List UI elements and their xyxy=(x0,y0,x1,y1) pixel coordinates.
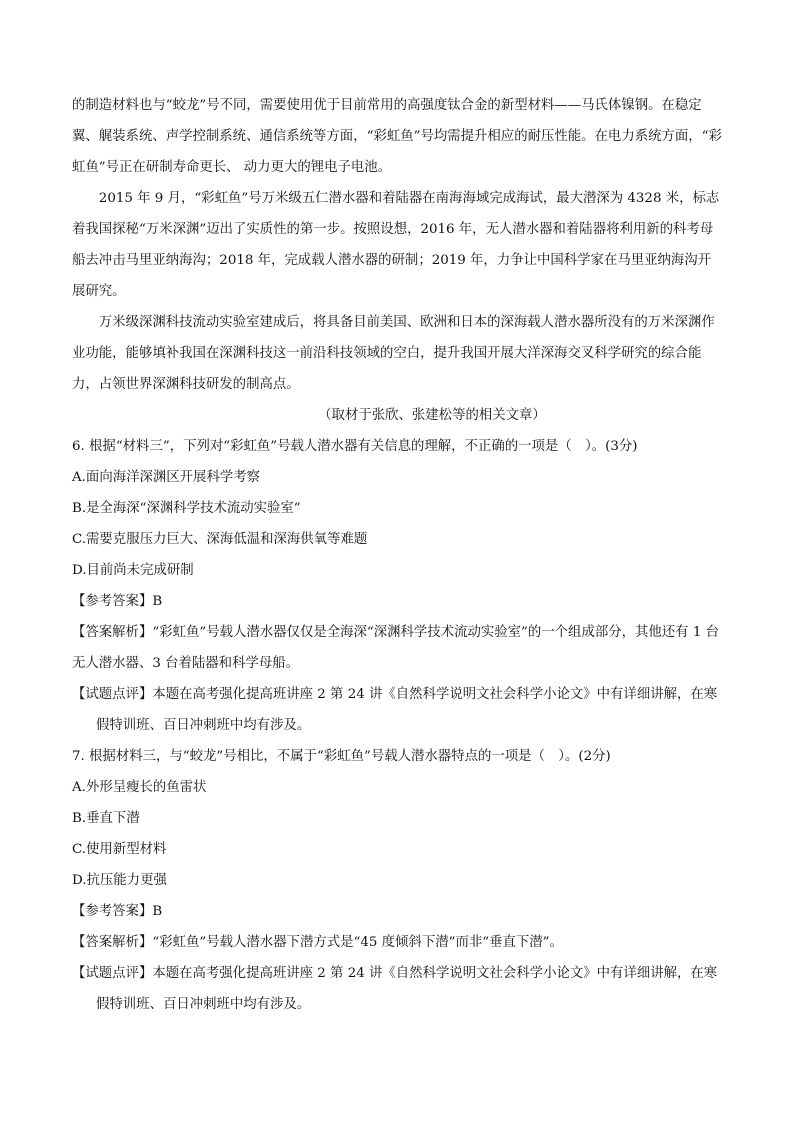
option-c: C.需要克服压力巨大、深海低温和深海供氧等难题 xyxy=(72,532,368,547)
option-c: C.使用新型材料 xyxy=(72,842,167,857)
question-6 xyxy=(72,431,722,741)
article-source: （取材于张欣、张建松等的相关文章） xyxy=(318,408,546,423)
answer-analysis: 【答案解析】“彩虹鱼”号载人潜水器下潜方式是“45 度倾斜下潜”而非“垂直下潜”。 xyxy=(72,935,563,950)
question-stem: 6. 根据“材料三”，下列对“彩虹鱼”号载人潜水器有关信息的理解，不正确的一项是（ ）。(3分) xyxy=(72,439,638,454)
question-stem: 7. 根据材料三，与“蛟龙”号相比，不属于“彩虹鱼”号载人潜水器特点的一项是（ ）。(2分) xyxy=(72,749,611,764)
question-comment: 【试题点评】本题在高考强化提高班讲座 2 第 24 讲《自然科学说明文社会科学小论文》中有详细讲解，在寒假特训班、百日冲刺班中均有涉及。 xyxy=(72,687,718,733)
question-7 xyxy=(72,741,722,1020)
option-a: A.外形呈瘦长的鱼雷状 xyxy=(72,780,207,795)
option-b: B.垂直下潜 xyxy=(72,811,140,826)
option-d: D.抗压能力更强 xyxy=(72,873,167,888)
option-a: A.面向海洋深渊区开展科学考察 xyxy=(72,470,261,485)
reference-answer: 【参考答案】B xyxy=(72,594,163,609)
article-paragraph-1: 的制造材料也与“蛟龙”号不同，需要使用优于目前常用的高强度钛合金的新型材料——马氏体镍钢。在稳定翼、艉装系统、声学控制系统、通信系统等方面，“彩虹鱼”号均需提升相应的耐压性能。在电力系统方面，“彩虹鱼”号正在研制寿命更长、 动力更大的锂电子电池。 xyxy=(72,98,722,175)
article-paragraph-3: 万米级深渊科技流动实验室建成后，将具备目前美国、欧洲和日本的深海载人潜水器所没有的万米深渊作业功能，能够填补我国在深渊科技这一前沿科技领域的空白，提升我国开展大洋深海交叉科学研究的综合能力，占领世界深渊科技研发的制高点。 xyxy=(72,315,715,392)
option-d: D.目前尚未完成研制 xyxy=(72,563,194,578)
question-comment: 【试题点评】本题在高考强化提高班讲座 2 第 24 讲《自然科学说明文社会科学小论文》中有详细讲解，在寒假特训班、百日冲刺班中均有涉及。 xyxy=(72,966,718,1012)
document-page xyxy=(72,90,722,1020)
reference-answer: 【参考答案】B xyxy=(72,904,163,919)
article-paragraph-2: 2015 年 9 月，“彩虹鱼”号万米级五仁潜水器和着陆器在南海海域完成海试，最大潜深为 4328 米，标志着我国探秘“万米深渊”迈出了实质性的第一步。按照设想，2016 年，无人潜水器和着陆器将利用新的科考母船去冲击马里亚纳海沟；2018 年，完成载人潜水器的研制；2019 年，力争让中国科学家在马里亚纳海沟开展研究。 xyxy=(72,191,720,299)
answer-analysis: 【答案解析】“彩虹鱼”号载人潜水器仅仅是全海深“深渊科学技术流动实验室”的一个组成部分，其他还有 1 台无人潜水器、3 台着陆器和科学母船。 xyxy=(72,625,719,671)
option-b: B.是全海深“深渊科学技术流动实验室” xyxy=(72,501,301,516)
